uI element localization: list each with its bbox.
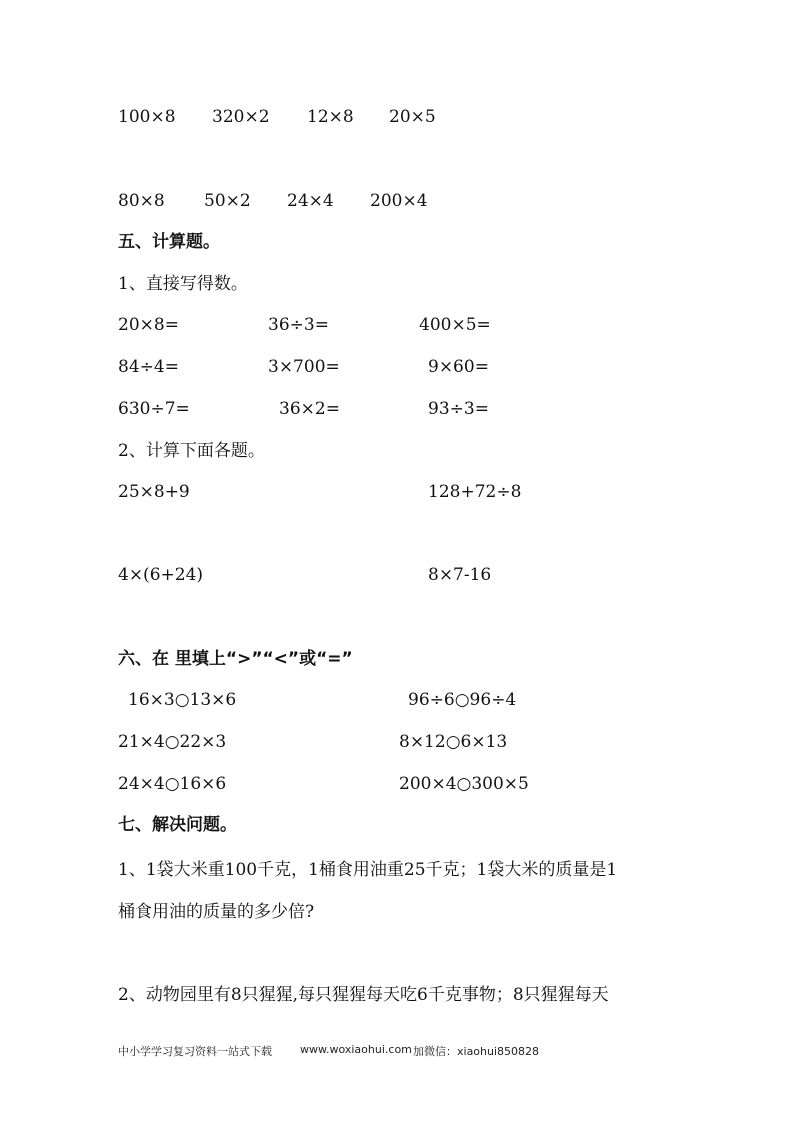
expression: 320×2	[212, 107, 270, 127]
expression: 36÷3=	[268, 315, 329, 335]
footer-site: www.woxiaohui.com	[300, 1043, 412, 1056]
footer-text: 中小学学习复习资料一站式下载	[118, 1045, 272, 1058]
comparison-item: 16×3○13×6	[128, 690, 237, 710]
expression: 80×8	[118, 191, 165, 211]
expression: 36×2=	[279, 399, 340, 419]
comparison-item: 8×12○6×13	[399, 732, 508, 752]
expression: 25×8+9	[118, 482, 190, 502]
expression: 24×4	[287, 191, 334, 211]
section-heading: 七、解决问题。	[118, 815, 237, 835]
comparison-item: 24×4○16×6	[118, 774, 227, 794]
expression: 200×4	[370, 191, 428, 211]
expression: 20×5	[389, 107, 436, 127]
expression: 630÷7=	[118, 399, 190, 419]
expression: 400×5=	[419, 315, 491, 335]
expression: 128+72÷8	[428, 482, 522, 502]
word-problem-text: 桶食用油的质量的多少倍?	[118, 902, 315, 922]
expression: 100×8	[118, 107, 176, 127]
expression: 3×700=	[268, 357, 340, 377]
comparison-item: 21×4○22×3	[118, 732, 227, 752]
expression: 9×60=	[428, 357, 489, 377]
section-heading: 六、在 里填上“>”“<”或“=”	[118, 649, 353, 669]
expression: 50×2	[204, 191, 251, 211]
question-label: 1、直接写得数。	[118, 274, 248, 294]
word-problem-text: 2、动物园里有8只猩猩,每只猩猩每天吃6千克事物；8只猩猩每天	[118, 985, 609, 1005]
question-label: 2、计算下面各题。	[118, 441, 265, 461]
word-problem-text: 1、1袋大米重100千克，1桶食用油重25千克；1袋大米的质量是1	[118, 860, 618, 880]
expression: 84÷4=	[118, 357, 179, 377]
expression: 12×8	[307, 107, 354, 127]
expression: 20×8=	[118, 315, 179, 335]
expression: 4×(6+24)	[118, 565, 204, 585]
section-heading: 五、计算题。	[118, 232, 220, 252]
comparison-item: 96÷6○96÷4	[408, 690, 517, 710]
footer-wechat: 加微信：xiaohui850828	[413, 1045, 540, 1058]
expression: 93÷3=	[428, 399, 489, 419]
comparison-item: 200×4○300×5	[399, 774, 529, 794]
expression: 8×7-16	[428, 565, 492, 585]
